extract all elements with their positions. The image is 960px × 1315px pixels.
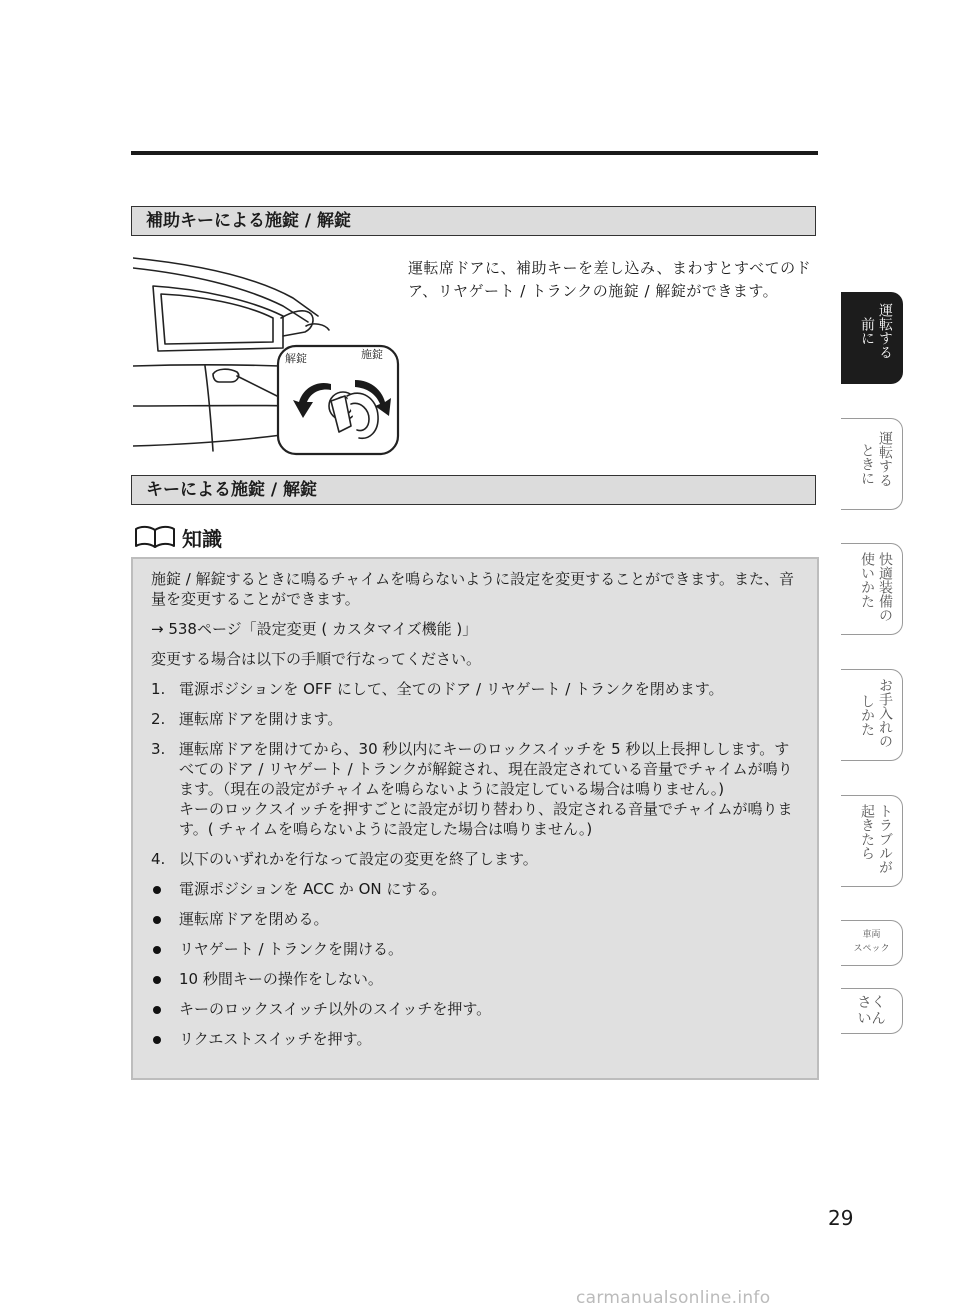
tab-troubleshooting[interactable]	[841, 795, 903, 887]
tab-label: 起きたら	[859, 804, 875, 860]
bullet-icon	[153, 1036, 161, 1044]
bullet-text: 運転席ドアを閉める。	[179, 910, 329, 928]
bullet-icon	[153, 946, 161, 954]
watermark: carmanualsonline.info	[576, 1288, 771, 1308]
bullet-text: キーのロックスイッチ以外のスイッチを押す。	[179, 1000, 492, 1018]
tab-index[interactable]	[841, 988, 903, 1034]
tab-label: 前に	[859, 317, 875, 345]
tab-vehicle-specs[interactable]	[841, 920, 903, 966]
step-item	[151, 679, 801, 699]
paragraph: 施錠 / 解錠するときに鳴るチャイムを鳴らないように設定を変更することができます。また、音量を変更することができます。	[151, 570, 794, 608]
tab-label: 使いかた	[859, 552, 875, 608]
knowledge-title: 知識	[182, 526, 222, 551]
step-item	[151, 739, 801, 839]
knowledge-box	[131, 557, 819, 1080]
bullet-icon	[153, 886, 161, 894]
step-number: 1.	[151, 680, 166, 698]
bullet-text: 10 秒間キーの操作をしない。	[179, 970, 383, 988]
bullet-text: 電源ポジションを ACC か ON にする。	[179, 880, 447, 898]
tab-comfort-equipment[interactable]	[841, 543, 903, 635]
spare-key-description: 運転席ドアに、補助キーを差し込み、まわすとすべてのドア、リヤゲート / トランクの施錠 / 解錠ができます。	[408, 259, 812, 300]
step-number: 3.	[151, 740, 166, 758]
bullet-text: リヤゲート / トランクを開ける。	[179, 940, 403, 958]
bullet-item	[151, 999, 801, 1019]
section-heading-key: キーによる施錠 / 解錠	[131, 475, 816, 505]
tab-while-driving[interactable]	[841, 418, 903, 510]
tab-maintenance[interactable]	[841, 669, 903, 761]
tab-label: 車両	[862, 930, 881, 940]
tab-label: いん	[857, 1011, 886, 1027]
section-heading-spare-key: 補助キーによる施錠 / 解錠	[131, 206, 816, 236]
lock-label: 施錠	[361, 348, 383, 361]
bullet-item	[151, 939, 801, 959]
tab-label: しかた	[859, 694, 875, 736]
tab-label: トラブルが	[877, 804, 893, 874]
step-text: 以下のいずれかを行なって設定の変更を終了します。	[179, 850, 538, 868]
bullet-icon	[153, 976, 161, 984]
step-body	[179, 739, 801, 839]
step-text: 運転席ドアを開けます。	[179, 710, 343, 728]
bullet-item	[151, 969, 801, 989]
knowledge-heading	[134, 522, 222, 552]
bullet-icon	[153, 1006, 161, 1014]
cross-reference: → 538ページ「設定変更 ( カスタマイズ機能 )」	[151, 620, 478, 638]
bullet-item	[151, 1029, 801, 1049]
tab-label: 快適装備の	[877, 552, 893, 622]
tab-label: 運転する	[877, 431, 893, 487]
tab-label: さく	[857, 995, 886, 1011]
page-number: 29	[828, 1206, 854, 1230]
bullet-item	[151, 879, 801, 899]
paragraph: 変更する場合は以下の手順で行なってください。	[151, 650, 482, 668]
step-item	[151, 849, 801, 869]
step-text: 電源ポジションを OFF にして、全てのドア / リヤゲート / トランクを閉めます。	[179, 680, 724, 698]
step-item	[151, 709, 801, 729]
tab-label: 運転する	[877, 303, 893, 359]
top-rule	[131, 151, 818, 155]
step-subtext: キーのロックスイッチを押すごとに設定が切り替わり、設定される音量でチャイムが鳴ります。( チャイムを鳴らないように設定した場合は鳴りません。)	[179, 800, 793, 838]
bullet-icon	[153, 916, 161, 924]
bullet-text: リクエストスイッチを押す。	[179, 1030, 372, 1048]
tab-label: お手入れの	[877, 678, 893, 748]
tab-label: スペック	[853, 944, 890, 954]
step-number: 2.	[151, 710, 166, 728]
tab-before-driving[interactable]	[841, 292, 903, 384]
tab-label: ときに	[859, 443, 875, 485]
unlock-label: 解錠	[285, 352, 307, 365]
bullet-item	[151, 909, 801, 929]
step-text: 運転席ドアを開けてから、30 秒以内にキーのロックスイッチを 5 秒以上長押しします。すべてのドア / リヤゲート / トランクが解錠され、現在設定されている音量でチャイムが鳴ります。（現在の設定がチャイムを鳴らないように設定している場合は鳴りません。)	[179, 740, 793, 798]
door-key-illustration	[133, 256, 413, 456]
open-book-icon	[134, 525, 176, 549]
step-number: 4.	[151, 850, 166, 868]
